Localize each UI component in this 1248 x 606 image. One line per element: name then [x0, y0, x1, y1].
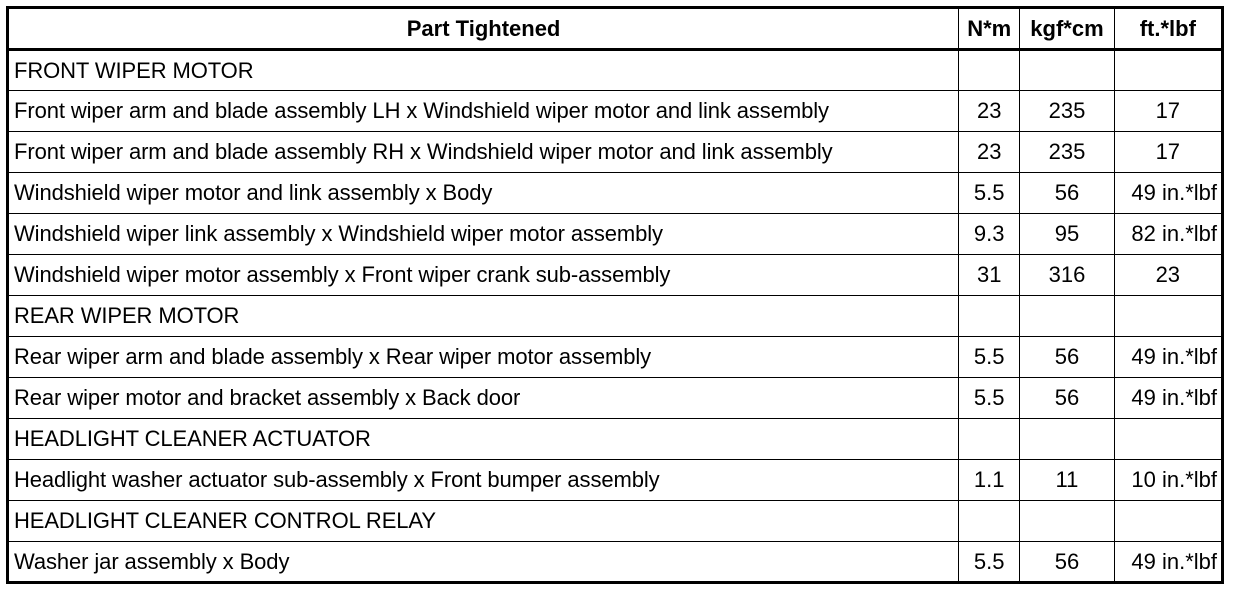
kgf-cm-value-cell: 235	[1020, 132, 1114, 173]
header-ft-lbf: ft.*lbf	[1114, 8, 1222, 50]
section-row	[8, 296, 1223, 337]
section-title: HEADLIGHT CLEANER ACTUATOR	[8, 419, 959, 460]
nm-value-cell: 31	[959, 255, 1020, 296]
part-name-cell: Windshield wiper motor assembly x Front wiper crank sub-assembly	[8, 255, 959, 296]
table-header-row	[8, 8, 1223, 50]
ft-lbf-value-cell	[1114, 419, 1222, 460]
ft-lbf-value-cell: 49 in.*lbf	[1114, 337, 1222, 378]
table-row	[8, 132, 1223, 173]
table-row	[8, 460, 1223, 501]
ft-lbf-value-cell: 82 in.*lbf	[1114, 214, 1222, 255]
ft-lbf-value-cell: 17	[1114, 132, 1222, 173]
nm-value-cell	[959, 501, 1020, 542]
ft-lbf-value-cell	[1114, 50, 1222, 91]
kgf-cm-value-cell: 95	[1020, 214, 1114, 255]
kgf-cm-value-cell: 56	[1020, 542, 1114, 583]
kgf-cm-value-cell	[1020, 501, 1114, 542]
nm-value-cell: 23	[959, 91, 1020, 132]
table-row	[8, 255, 1223, 296]
nm-value-cell: 1.1	[959, 460, 1020, 501]
section-title: HEADLIGHT CLEANER CONTROL RELAY	[8, 501, 959, 542]
table-row	[8, 542, 1223, 583]
kgf-cm-value-cell	[1020, 419, 1114, 460]
ft-lbf-value-cell: 49 in.*lbf	[1114, 378, 1222, 419]
header-kgf-cm: kgf*cm	[1020, 8, 1114, 50]
table-row	[8, 337, 1223, 378]
section-row	[8, 501, 1223, 542]
torque-spec-table	[6, 6, 1224, 584]
kgf-cm-value-cell: 11	[1020, 460, 1114, 501]
section-title: FRONT WIPER MOTOR	[8, 50, 959, 91]
ft-lbf-value-cell: 49 in.*lbf	[1114, 542, 1222, 583]
kgf-cm-value-cell: 56	[1020, 173, 1114, 214]
nm-value-cell: 5.5	[959, 337, 1020, 378]
section-title: REAR WIPER MOTOR	[8, 296, 959, 337]
kgf-cm-value-cell: 56	[1020, 337, 1114, 378]
ft-lbf-value-cell	[1114, 501, 1222, 542]
nm-value-cell	[959, 419, 1020, 460]
part-name-cell: Windshield wiper link assembly x Windshield wiper motor assembly	[8, 214, 959, 255]
nm-value-cell	[959, 296, 1020, 337]
section-row	[8, 50, 1223, 91]
nm-value-cell	[959, 50, 1020, 91]
ft-lbf-value-cell: 17	[1114, 91, 1222, 132]
kgf-cm-value-cell: 316	[1020, 255, 1114, 296]
part-name-cell: Headlight washer actuator sub-assembly x Front bumper assembly	[8, 460, 959, 501]
part-name-cell: Windshield wiper motor and link assembly x Body	[8, 173, 959, 214]
kgf-cm-value-cell	[1020, 296, 1114, 337]
part-name-cell: Rear wiper motor and bracket assembly x Back door	[8, 378, 959, 419]
nm-value-cell: 5.5	[959, 542, 1020, 583]
ft-lbf-value-cell	[1114, 296, 1222, 337]
kgf-cm-value-cell	[1020, 50, 1114, 91]
nm-value-cell: 9.3	[959, 214, 1020, 255]
header-part-tightened: Part Tightened	[8, 8, 959, 50]
ft-lbf-value-cell: 10 in.*lbf	[1114, 460, 1222, 501]
section-row	[8, 419, 1223, 460]
table-body	[8, 50, 1223, 583]
table-row	[8, 91, 1223, 132]
ft-lbf-value-cell: 23	[1114, 255, 1222, 296]
part-name-cell: Rear wiper arm and blade assembly x Rear wiper motor assembly	[8, 337, 959, 378]
ft-lbf-value-cell: 49 in.*lbf	[1114, 173, 1222, 214]
table-row	[8, 173, 1223, 214]
nm-value-cell: 5.5	[959, 173, 1020, 214]
part-name-cell: Front wiper arm and blade assembly LH x Windshield wiper motor and link assembly	[8, 91, 959, 132]
kgf-cm-value-cell: 235	[1020, 91, 1114, 132]
kgf-cm-value-cell: 56	[1020, 378, 1114, 419]
part-name-cell: Front wiper arm and blade assembly RH x Windshield wiper motor and link assembly	[8, 132, 959, 173]
part-name-cell: Washer jar assembly x Body	[8, 542, 959, 583]
nm-value-cell: 23	[959, 132, 1020, 173]
table-row	[8, 378, 1223, 419]
table-row	[8, 214, 1223, 255]
nm-value-cell: 5.5	[959, 378, 1020, 419]
header-nm: N*m	[959, 8, 1020, 50]
